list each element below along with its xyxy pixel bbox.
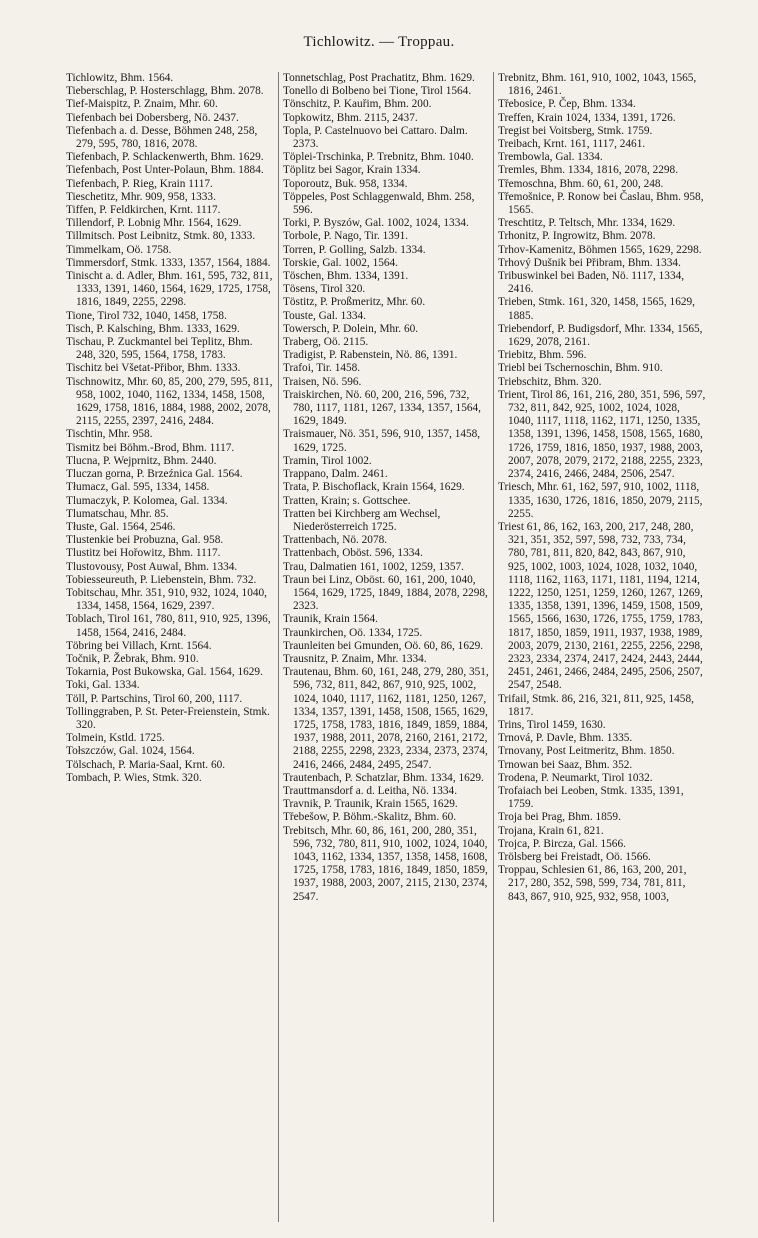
directory-entry: Trausnitz, P. Znaim, Mhr. 1334. [283,652,427,665]
directory-entry: Tombach, P. Wies, Stmk. 320. [66,771,202,784]
directory-entry: Tione, Tirol 732, 1040, 1458, 1758. [66,309,227,322]
directory-entry: Trebnitz, Bhm. 161, 910, 1002, 1043, 1565, 1816, 2461. [498,72,697,98]
directory-entry: Torskie, Gal. 1002, 1564. [283,256,398,269]
column-left [62,72,278,1222]
directory-entry: Tonello di Bolbeno bei Tione, Tirol 1564. [283,85,472,98]
directory-entry: Tradigist, P. Rabenstein, Nö. 86, 1391. [283,349,458,362]
page-header: Tichlowitz. — Troppau. [303,34,455,50]
directory-entry: Triebschitz, Bhm. 320. [498,375,602,388]
directory-entry: Tlumaczyk, P. Kolomea, Gal. 1334. [66,494,228,507]
directory-entry: Traberg, Oö. 2115. [283,336,369,349]
directory-entry: Tratten, Krain; s. Gottschee. [283,494,411,507]
directory-entry: Trattenbach, Nö. 2078. [283,534,388,547]
directory-entry: Torbole, P. Nago, Tir. 1391. [283,230,409,243]
directory-entry: Traunik, Krain 1564. [283,613,378,626]
directory-entry: Tiffen, P. Feldkirchen, Krnt. 1117. [66,204,221,217]
directory-entry: Timmersdorf, Stmk. 1333, 1357, 1564, 1884. [66,256,271,269]
directory-entry: Töschen, Bhm. 1334, 1391. [283,270,409,283]
directory-entry: Traunkirchen, Oö. 1334, 1725. [283,626,423,639]
directory-entry: Trojca, P. Bircza, Gal. 1566. [498,837,626,850]
column-right [494,72,710,1222]
directory-entry: Troja bei Prag, Bhm. 1859. [498,811,621,824]
directory-entry: Tratten bei Kirchberg am Wechsel, Niederösterreich 1725. [283,507,441,533]
directory-entry: Tremles, Bhm. 1334, 1816, 2078, 2298. [498,164,679,177]
directory-entry: Trautenbach, P. Schatzlar, Bhm. 1334, 1629. [283,771,484,784]
directory-entry: Treffen, Krain 1024, 1334, 1391, 1726. [498,111,676,124]
directory-entry: Tlustitz bei Hořowitz, Bhm. 1117. [66,547,221,560]
directory-entry: Triebendorf, P. Budigsdorf, Mhr. 1334, 1565, 1629, 2078, 2161. [498,322,703,349]
directory-entry: Tołszczów, Gal. 1024, 1564. [66,745,195,758]
directory-entry: Traun bei Linz, Oböst. 60, 161, 200, 1040, 1564, 1629, 1725, 1849, 1884, 2078, 2298, 2323. [283,573,488,613]
directory-entry: Tischtin, Mhr. 958. [66,428,153,441]
directory-entry: Treibach, Krnt. 161, 1117, 2461. [498,138,646,151]
directory-entry: Tłumacz, Gal. 595, 1334, 1458. [66,481,210,494]
directory-entry: Traunleiten bei Gmunden, Oö. 60, 86, 1629. [283,639,484,652]
directory-entry: Traismauer, Nö. 351, 596, 910, 1357, 1458, 1629, 1725. [283,428,481,454]
directory-entry: Tribuswinkel bei Baden, Nö. 1117, 1334, 2416. [498,270,685,296]
directory-entry: Topla, P. Castelnuovo bei Cattaro. Dalm. 2373. [283,124,468,151]
directory-entry: Tlustovousy, Post Auwal, Bhm. 1334. [66,560,238,573]
directory-entry: Trautenau, Bhm. 60, 161, 248, 279, 280, 351, 596, 732, 811, 842, 867, 910, 925, 1002, 1024, 1040, 1117, 1162, 1181, 1250, 1267, 1334, 1357, 1391, 1458, 1508, 1565, 1629, 1725, 1758, 1783, 1816, 1849, 1859, 1884, 1937, 1988, 2011, 2078, 2160, 2161, 2172, 2188, 2255, 2298, 2323, 2334, 2373, 2374, 2416, 2466, 2484, 2495, 2547. [283,666,489,771]
directory-entry: Tischnowitz, Mhr. 60, 85, 200, 279, 595, 811, 958, 1002, 1040, 1162, 1334, 1458, 1508, 1629, 1758, 1816, 1884, 1988, 2002, 2078, 2115, 2255, 2397, 2416, 2484. [66,375,273,428]
directory-entry: Tollinggraben, P. St. Peter-Freienstein, Stmk. 320. [66,705,270,731]
directory-entry: Töll, P. Partschins, Tirol 60, 200, 1117. [66,692,243,705]
directory-entry: Trembowla, Gal. 1334. [498,151,603,164]
directory-entry: Tinischt a. d. Adler, Bhm. 161, 595, 732, 811, 1333, 1391, 1460, 1564, 1629, 1725, 1758, 1816, 1849, 2255, 2298. [66,270,273,309]
directory-entry: Trhový Dušnik bei Přibram, Bhm. 1334. [498,256,681,269]
column-middle [278,72,494,1222]
directory-entry: Touste, Gal. 1334. [283,309,366,322]
directory-entry: Triest 61, 86, 162, 163, 200, 217, 248, 280, 321, 351, 352, 597, 598, 732, 733, 734, 780, 781, 811, 820, 842, 843, 867, 910, 925, 1002, 1003, 1024, 1028, 1032, 1040, 1118, 1162, 1163, 1171, 1181, 1194, 1214, 1222, 1250, 1251, 1259, 1260, 1267, 1269, 1335, 1358, 1391, 1396, 1459, 1508, 1509, 1565, 1566, 1630, 1726, 1755, 1759, 1783, 1817, 1850, 1859, 1911, 1937, 1938, 1989, 2003, 2079, 2130, 2161, 2255, 2256, 2298, 2323, 2334, 2374, 2417, 2424, 2443, 2444, 2451, 2461, 2466, 2484, 2495, 2506, 2507, 2547, 2548. [498,520,703,692]
directory-entry: Tillmitsch. Post Leibnitz, Stmk. 80, 1333. [66,230,256,243]
directory-entry: Tieschetitz, Mhr. 909, 958, 1333. [66,190,216,203]
directory-entry: Töbring bei Villach, Krnt. 1564. [66,639,212,652]
directory-entry: Trodena, P. Neumarkt, Tirol 1032. [498,771,653,784]
directory-entry: Töppeles, Post Schlaggenwald, Bhm. 258, 596. [283,190,475,217]
directory-entry: Trnovany, Post Leitmeritz, Bhm. 1850. [498,745,675,758]
directory-entry: Tramin, Tirol 1002. [283,454,372,467]
directory-entry: Traiskirchen, Nö. 60, 200, 216, 596, 732, 780, 1117, 1181, 1267, 1334, 1357, 1564, 1629, 1849. [283,388,481,428]
directory-entry: Trojana, Krain 61, 821. [498,824,604,837]
directory-entry: Tief-Maispitz, P. Znaim, Mhr. 60. [66,98,218,111]
directory-entry: Timmelkam, Oö. 1758. [66,243,172,256]
directory-entry: Tieberschlag, P. Hosterschlagg, Bhm. 2078. [66,85,264,98]
directory-entry: Troppau, Schlesien 61, 86, 163, 200, 201, 217, 280, 352, 598, 599, 734, 781, 811, 843, 867, 910, 925, 932, 958, 1003, [498,864,687,903]
directory-entry: Trebitsch, Mhr. 60, 86, 161, 200, 280, 351, 596, 732, 780, 811, 910, 1002, 1024, 1040, 1043, 1162, 1334, 1357, 1358, 1458, 1608, 1725, 1758, 1783, 1816, 1849, 1850, 1859, 1937, 1988, 2003, 2007, 2115, 2130, 2374, 2547. [283,824,488,903]
directory-entry: Tolmein, Kstld. 1725. [66,732,165,745]
directory-entry: Trata, P. Bischoflack, Krain 1564, 1629. [283,481,465,494]
directory-entry: Tillendorf, P. Lobnig Mhr. 1564, 1629. [66,217,242,230]
directory-entry: Tiefenbach a. d. Desse, Böhmen 248, 258, 279, 595, 780, 1816, 2078. [66,124,258,151]
directory-entry: Tlumatschau, Mhr. 85. [66,507,169,520]
directory-entry: Tłuste, Gal. 1564, 2546. [66,520,176,533]
directory-entry: Trins, Tirol 1459, 1630. [498,718,606,731]
directory-entry: Traisen, Nö. 596. [283,375,362,388]
directory-entry: Treschtitz, P. Teltsch, Mhr. 1334, 1629. [498,217,676,230]
directory-entry: Tregist bei Voitsberg, Stmk. 1759. [498,124,653,137]
directory-entry: Torren, P. Golling, Salzb. 1334. [283,243,426,256]
directory-entry: Trauttmansdorf a. d. Leitha, Nö. 1334. [283,784,458,797]
directory-entry: Tonnetschlag, Post Prachatitz, Bhm. 1629. [283,72,475,84]
directory-entry: Trient, Tirol 86, 161, 216, 280, 351, 596, 597, 732, 811, 842, 925, 1002, 1024, 1028, 1040, 1117, 1118, 1162, 1171, 1250, 1335, 1358, 1391, 1396, 1458, 1508, 1565, 1680, 1726, 1759, 1816, 1850, 1937, 1988, 2003, 2007, 2078, 2079, 2172, 2188, 2255, 2323, 2374, 2416, 2466, 2484, 2506, 2547. [498,388,706,481]
directory-entry: Tiefenbach bei Dobersberg, Nö. 2437. [66,111,239,124]
directory-entry: Tluczan gorna, P. Brzeźnica Gal. 1564. [66,468,243,481]
directory-columns [62,72,710,1222]
directory-entry: Trifail, Stmk. 86, 216, 321, 811, 925, 1458, 1817. [498,692,694,718]
directory-entry: Tokarnia, Post Bukowska, Gal. 1564, 1629. [66,666,263,679]
directory-entry: Tichlowitz, Bhm. 1564. [66,72,174,84]
directory-entry: Trieben, Stmk. 161, 320, 1458, 1565, 1629, 1885. [498,296,695,322]
directory-entry: Töplitz bei Sagor, Krain 1334. [283,164,421,177]
directory-entry: Tösens, Tirol 320. [283,283,366,296]
directory-entry: Travnik, P. Traunik, Krain 1565, 1629. [283,798,458,811]
directory-entry: Trattenbach, Oböst. 596, 1334. [283,547,423,560]
directory-entry: Tönschitz, P. Kauřim, Bhm. 200. [283,98,432,111]
directory-entry: Towersch, P. Dolein, Mhr. 60. [283,322,419,335]
directory-entry: Třebešow, P. Böhm.-Skalitz, Bhm. 60. [283,811,457,824]
directory-entry: Tlucna, P. Wejprnitz, Bhm. 2440. [66,454,217,467]
directory-entry: Tobitschau, Mhr. 351, 910, 932, 1024, 1040, 1334, 1458, 1564, 1629, 2397. [66,586,267,613]
directory-entry: Töstitz, P. Proßmeritz, Mhr. 60. [283,296,426,309]
directory-entry: Trölsberg bei Freistadt, Oö. 1566. [498,850,651,863]
directory-entry: Tiefenbach, Post Unter-Polaun, Bhm. 1884. [66,164,264,177]
directory-entry: Tiefenbach, P. Rieg, Krain 1117. [66,177,213,190]
directory-entry: Tölschach, P. Maria-Saal, Krnt. 60. [66,758,226,771]
directory-entry: Triesch, Mhr. 61, 162, 597, 910, 1002, 1118, 1335, 1630, 1726, 1816, 1850, 2079, 2115, 2255. [498,481,703,520]
directory-entry: Toblach, Tirol 161, 780, 811, 910, 925, 1396, 1458, 1564, 2416, 2484. [66,613,271,639]
directory-entry: Točnik, P. Žebrak, Bhm. 910. [66,652,199,665]
directory-entry: Tobiesseureuth, P. Liebenstein, Bhm. 732. [66,573,257,586]
directory-entry: Trau, Dalmatien 161, 1002, 1259, 1357. [283,560,464,573]
directory-entry: Toporoutz, Buk. 958, 1334. [283,177,408,190]
directory-entry: Tischau, P. Zuckmantel bei Teplitz, Bhm. 248, 320, 595, 1564, 1758, 1783. [66,336,253,362]
directory-entry: Trnowan bei Saaz, Bhm. 352. [498,758,633,771]
directory-entry: Torki, P. Byszów, Gal. 1002, 1024, 1334. [283,217,469,230]
directory-entry: Topkowitz, Bhm. 2115, 2437. [283,111,418,124]
directory-entry: Toki, Gal. 1334. [66,679,140,692]
directory-entry: Triebitz, Bhm. 596. [498,349,587,362]
directory-entry: Trhonitz, P. Ingrowitz, Bhm. 2078. [498,230,656,243]
directory-entry: Tischitz bei Všetat-Přibor, Bhm. 1333. [66,362,241,375]
directory-entry: Trhov-Kamenitz, Böhmen 1565, 1629, 2298. [498,243,702,256]
directory-entry: Trappano, Dalm. 2461. [283,468,388,481]
directory-entry: Třebosice, P. Čep, Bhm. 1334. [498,98,636,111]
directory-entry: Trofaiach bei Leoben, Stmk. 1335, 1391, 1759. [498,784,684,811]
directory-entry: Trafoi, Tir. 1458. [283,362,361,375]
directory-entry: Třemoschna, Bhm. 60, 61, 200, 248. [498,177,664,190]
directory-entry: Tisch, P. Kalsching, Bhm. 1333, 1629. [66,322,240,335]
directory-entry: Tlustenkie bei Probuzna, Gal. 958. [66,534,224,547]
directory-entry: Tiefenbach, P. Schlackenwerth, Bhm. 1629. [66,151,264,164]
directory-entry: Trnová, P. Davle, Bhm. 1335. [498,732,633,745]
directory-entry: Třemošnice, P. Ronow bei Časlau, Bhm. 958, 1565. [498,190,704,217]
directory-entry: Tismitz bei Böhm.-Brod, Bhm. 1117. [66,441,235,454]
directory-entry: Töplei-Trschinka, P. Trebnitz, Bhm. 1040. [283,151,474,164]
directory-entry: Triebl bei Tschernoschin, Bhm. 910. [498,362,663,375]
